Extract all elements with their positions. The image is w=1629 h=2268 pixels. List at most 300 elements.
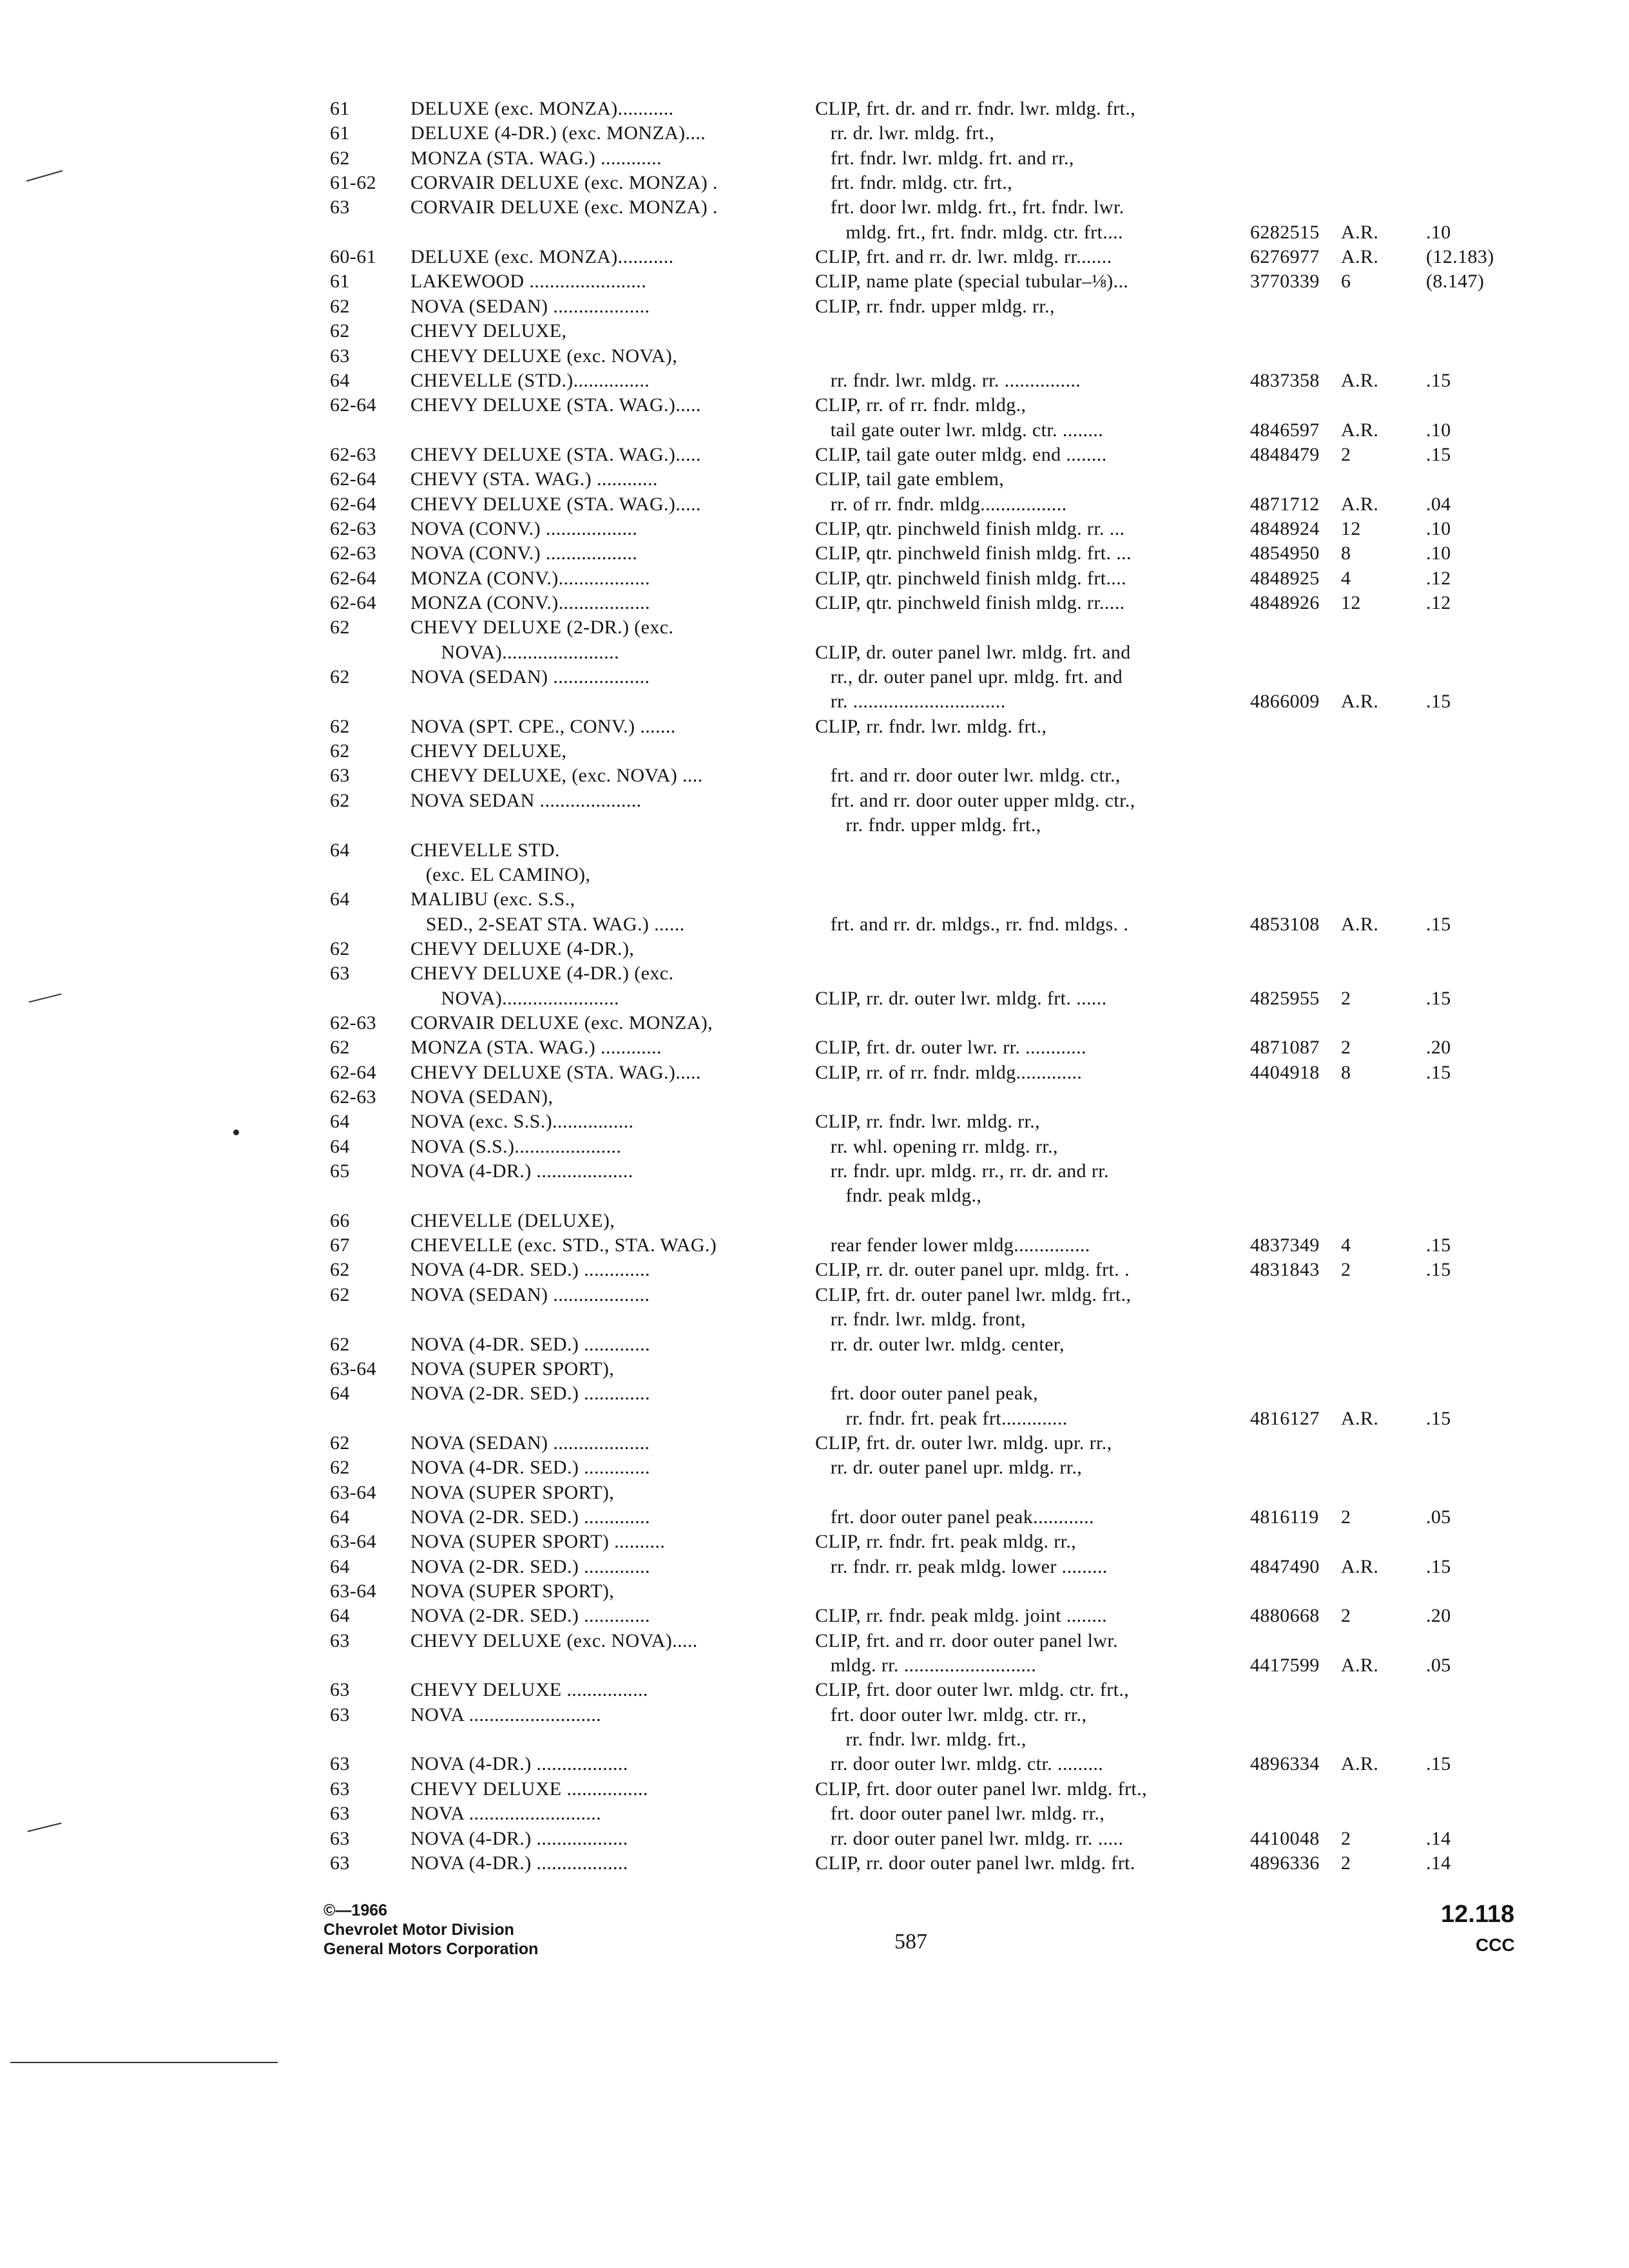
year-cell: 63 (330, 1852, 350, 1874)
model-cell: CORVAIR DELUXE (exc. MONZA) . (410, 172, 718, 193)
model-cell: NOVA (2-DR. SED.) ............. (410, 1506, 650, 1528)
description-cell: rr. fndr. lwr. mldg. rr. ............... (815, 370, 1081, 391)
part-number-cell: 6282515 (1250, 222, 1320, 243)
year-cell: 64 (330, 840, 350, 861)
parts-row (0, 1110, 1629, 1135)
description-cell: CLIP, tail gate emblem, (815, 468, 1005, 490)
quantity-cell: A.R. (1341, 1655, 1379, 1676)
year-cell: 63 (330, 1630, 350, 1651)
model-cell: CHEVY DELUXE, (410, 320, 567, 341)
quantity-cell: 2 (1341, 1605, 1351, 1626)
section-number: 12.118 (1441, 1901, 1515, 1928)
year-cell: 62-64 (330, 1062, 376, 1083)
year-cell: 63 (330, 1828, 350, 1849)
price-cell: .12 (1426, 568, 1451, 589)
description-cell: frt. fndr. lwr. mldg. frt. and rr., (815, 148, 1074, 169)
year-cell: 61 (330, 271, 350, 292)
parts-row (0, 1653, 1629, 1679)
price-cell: .10 (1426, 518, 1451, 539)
quantity-cell: A.R. (1341, 1556, 1379, 1577)
parts-row (0, 369, 1629, 394)
year-cell: 62 (330, 296, 350, 317)
description-cell: CLIP, rr. dr. outer lwr. mldg. frt. ...... (815, 988, 1107, 1009)
year-cell: 62 (330, 148, 350, 169)
year-cell: 62 (330, 320, 350, 341)
year-cell: 63 (330, 1803, 350, 1824)
description-cell: CLIP, frt. door outer lwr. mldg. ctr. frt., (815, 1679, 1130, 1700)
description-cell: fndr. peak mldg., (815, 1185, 982, 1206)
parts-row (0, 1431, 1629, 1457)
quantity-cell: 4 (1341, 568, 1351, 589)
parts-row (0, 813, 1629, 839)
price-cell: (8.147) (1426, 271, 1485, 292)
description-cell: CLIP, frt. and rr. door outer panel lwr. (815, 1630, 1119, 1651)
price-cell: .15 (1426, 1235, 1451, 1256)
model-cell: DELUXE (exc. MONZA)........... (410, 98, 674, 119)
description-cell: frt. and rr. door outer upper mldg. ctr., (815, 790, 1135, 811)
description-cell: rr. dr. lwr. mldg. frt., (815, 122, 995, 144)
year-cell: 62-63 (330, 444, 376, 465)
price-cell: .15 (1426, 1259, 1451, 1280)
parts-row (0, 566, 1629, 592)
quantity-cell: A.R. (1341, 222, 1379, 243)
description-cell: CLIP, frt. dr. outer lwr. rr. ............ (815, 1037, 1086, 1058)
parts-row (0, 418, 1629, 444)
year-cell: 62-63 (330, 543, 376, 564)
model-cell: CHEVY DELUXE (STA. WAG.)..... (410, 394, 701, 416)
description-cell: frt. door outer panel peak............ (815, 1506, 1094, 1528)
model-cell: NOVA)....................... (410, 988, 619, 1009)
model-cell: NOVA (SUPER SPORT) .......... (410, 1531, 666, 1552)
model-cell: NOVA (CONV.) .................. (410, 543, 638, 564)
quantity-cell: 2 (1341, 1852, 1351, 1874)
year-cell: 62 (330, 938, 350, 959)
price-cell: .04 (1426, 494, 1451, 515)
price-cell: .15 (1426, 444, 1451, 465)
parts-row (0, 1184, 1629, 1209)
parts-row (0, 492, 1629, 518)
model-cell: MALIBU (exc. S.S., (410, 889, 575, 910)
description-cell: CLIP, qtr. pinchweld finish mldg. frt.... (815, 568, 1127, 589)
parts-row (0, 1307, 1629, 1333)
quantity-cell: A.R. (1341, 370, 1379, 391)
part-number-cell: 4896336 (1250, 1852, 1320, 1874)
model-cell: CHEVY DELUXE (2-DR.) (exc. (410, 617, 674, 638)
description-cell: frt. and rr. door outer lwr. mldg. ctr., (815, 765, 1121, 786)
description-cell: CLIP, frt. and rr. dr. lwr. mldg. rr....... (815, 246, 1112, 267)
model-cell: NOVA (SUPER SPORT), (410, 1581, 615, 1602)
model-cell: NOVA (4-DR.) .................. (410, 1753, 628, 1774)
year-cell: 62-64 (330, 394, 376, 416)
year-cell: 66 (330, 1210, 350, 1231)
description-cell: CLIP, qtr. pinchweld finish mldg. rr..... (815, 592, 1125, 613)
model-cell: CHEVY DELUXE (4-DR.), (410, 938, 635, 959)
publisher-footer (323, 1901, 538, 1959)
quantity-cell: 8 (1341, 1062, 1351, 1083)
model-cell: DELUXE (4-DR.) (exc. MONZA).... (410, 122, 706, 144)
model-cell: NOVA (2-DR. SED.) ............. (410, 1605, 650, 1626)
description-cell: CLIP, rr. fndr. lwr. mldg. rr., (815, 1111, 1041, 1132)
model-cell: NOVA (SEDAN), (410, 1086, 554, 1108)
description-cell: rr. dr. outer lwr. mldg. center, (815, 1334, 1065, 1355)
part-number-cell: 4825955 (1250, 988, 1320, 1009)
part-number-cell: 4846597 (1250, 419, 1320, 441)
part-number-cell: 4853108 (1250, 914, 1320, 935)
quantity-cell: 2 (1341, 1037, 1351, 1058)
year-cell: 62 (330, 790, 350, 811)
year-cell: 61-62 (330, 172, 376, 193)
parts-row (0, 146, 1629, 172)
year-cell: 62 (330, 740, 350, 762)
description-cell: frt. door outer panel peak, (815, 1383, 1039, 1404)
quantity-cell: 12 (1341, 518, 1361, 539)
description-cell: CLIP, rr. door outer panel lwr. mldg. frt. (815, 1852, 1135, 1874)
year-cell: 65 (330, 1160, 350, 1182)
quantity-cell: 2 (1341, 988, 1351, 1009)
division-line: Chevrolet Motor Division (323, 1921, 514, 1939)
year-cell: 62-63 (330, 1086, 376, 1108)
parts-row (0, 1357, 1629, 1383)
description-cell: rr. fndr. frt. peak frt............. (815, 1408, 1068, 1429)
parts-row (0, 97, 1629, 122)
description-cell: CLIP, rr. of rr. fndr. mldg............. (815, 1062, 1083, 1083)
model-cell: NOVA (SUPER SPORT), (410, 1482, 615, 1503)
description-cell: mldg. frt., frt. fndr. mldg. ctr. frt.... (815, 222, 1123, 243)
model-cell: CHEVY DELUXE, (410, 740, 567, 762)
parts-row (0, 1283, 1629, 1309)
description-cell: rr., dr. outer panel upr. mldg. frt. and (815, 666, 1123, 687)
price-cell: .15 (1426, 691, 1451, 712)
parts-row (0, 1777, 1629, 1803)
model-cell: CHEVY DELUXE (exc. NOVA), (410, 345, 678, 367)
year-cell: 62-63 (330, 1012, 376, 1033)
year-cell: 64 (330, 1506, 350, 1528)
model-cell: MONZA (STA. WAG.) ............ (410, 1037, 662, 1058)
year-cell: 63 (330, 1753, 350, 1774)
price-cell: .20 (1426, 1605, 1451, 1626)
price-cell: .15 (1426, 1753, 1451, 1774)
parts-row (0, 1827, 1629, 1852)
model-cell: CHEVY DELUXE (4-DR.) (exc. (410, 963, 674, 984)
quantity-cell: 6 (1341, 271, 1351, 292)
part-number-cell: 4880668 (1250, 1605, 1320, 1626)
parts-row (0, 1579, 1629, 1605)
description-cell: rr. of rr. fndr. mldg................. (815, 494, 1067, 515)
model-cell: CHEVELLE (STD.)............... (410, 370, 650, 391)
price-cell: .10 (1426, 419, 1451, 441)
parts-row (0, 171, 1629, 197)
parts-row (0, 1159, 1629, 1185)
parts-row (0, 1209, 1629, 1235)
year-cell: 64 (330, 1111, 350, 1132)
year-cell: 63 (330, 1679, 350, 1700)
model-cell: NOVA (4-DR. SED.) ............. (410, 1259, 650, 1280)
description-cell: CLIP, qtr. pinchweld finish mldg. frt. ... (815, 543, 1132, 564)
parts-row (0, 1407, 1629, 1432)
model-cell: CHEVY DELUXE (exc. NOVA)..... (410, 1630, 698, 1651)
parts-row (0, 195, 1629, 221)
year-cell: 63-64 (330, 1358, 376, 1379)
year-cell: 64 (330, 1383, 350, 1404)
year-cell: 62 (330, 716, 350, 737)
model-cell: NOVA (SEDAN) ................... (410, 666, 650, 687)
year-cell: 61 (330, 98, 350, 119)
model-cell: SED., 2-SEAT STA. WAG.) ...... (410, 914, 685, 935)
parts-row (0, 1381, 1629, 1407)
description-cell: frt. door lwr. mldg. frt., frt. fndr. lwr. (815, 197, 1124, 218)
parts-row (0, 689, 1629, 715)
parts-row (0, 912, 1629, 938)
parts-row (0, 863, 1629, 889)
price-cell: .12 (1426, 592, 1451, 613)
parts-row (0, 1604, 1629, 1629)
description-cell: CLIP, rr. fndr. peak mldg. joint ........ (815, 1605, 1108, 1626)
description-cell: frt. door outer panel lwr. mldg. rr., (815, 1803, 1105, 1824)
parts-row (0, 393, 1629, 419)
part-number-cell: 4837358 (1250, 370, 1320, 391)
year-cell: 63 (330, 345, 350, 367)
quantity-cell: A.R. (1341, 246, 1379, 267)
year-cell: 64 (330, 889, 350, 910)
quantity-cell: A.R. (1341, 914, 1379, 935)
description-cell: CLIP, dr. outer panel lwr. mldg. frt. and (815, 642, 1131, 663)
part-number-cell: 4866009 (1250, 691, 1320, 712)
year-cell: 64 (330, 1136, 350, 1157)
parts-row (0, 1061, 1629, 1086)
part-number-cell: 4871712 (1250, 494, 1320, 515)
parts-row (0, 1752, 1629, 1778)
quantity-cell: A.R. (1341, 1408, 1379, 1429)
description-cell: frt. door outer lwr. mldg. ctr. rr., (815, 1704, 1087, 1725)
model-cell: CORVAIR DELUXE (exc. MONZA) . (410, 197, 718, 218)
year-cell: 62-64 (330, 468, 376, 490)
year-cell: 62 (330, 1432, 350, 1454)
year-cell: 62 (330, 617, 350, 638)
model-cell: CHEVY DELUXE ................ (410, 1679, 648, 1700)
part-number-cell: 4896334 (1250, 1753, 1320, 1774)
description-cell: CLIP, rr. dr. outer panel upr. mldg. frt. . (815, 1259, 1130, 1280)
parts-row (0, 1481, 1629, 1506)
model-cell: CHEVY (STA. WAG.) ............ (410, 468, 658, 490)
description-cell: CLIP, frt. dr. outer panel lwr. mldg. frt., (815, 1284, 1132, 1305)
description-cell: rear fender lower mldg............... (815, 1235, 1090, 1256)
model-cell: CHEVY DELUXE (STA. WAG.)..... (410, 494, 701, 515)
quantity-cell: 8 (1341, 543, 1351, 564)
parts-row (0, 443, 1629, 468)
year-cell: 62-64 (330, 494, 376, 515)
description-cell: CLIP, rr. fndr. lwr. mldg. frt., (815, 716, 1047, 737)
part-number-cell: 4847490 (1250, 1556, 1320, 1577)
year-cell: 62 (330, 666, 350, 687)
parts-row (0, 319, 1629, 345)
quantity-cell: A.R. (1341, 419, 1379, 441)
parts-row (0, 937, 1629, 963)
part-number-cell: 3770339 (1250, 271, 1320, 292)
parts-row (0, 294, 1629, 320)
year-cell: 61 (330, 122, 350, 144)
description-cell: CLIP, name plate (special tubular–⅛)... (815, 271, 1129, 292)
model-cell: NOVA (SEDAN) ................... (410, 296, 650, 317)
year-cell: 62 (330, 1037, 350, 1058)
price-cell: .14 (1426, 1828, 1451, 1849)
description-cell: rr. door outer panel lwr. mldg. rr. ..... (815, 1828, 1124, 1849)
year-cell: 64 (330, 1556, 350, 1577)
price-cell: .15 (1426, 1062, 1451, 1083)
model-cell: LAKEWOOD ....................... (410, 271, 647, 292)
year-cell: 64 (330, 370, 350, 391)
model-cell: (exc. EL CAMINO), (410, 864, 591, 885)
quantity-cell: 4 (1341, 1235, 1351, 1256)
description-cell: frt. fndr. mldg. ctr. frt., (815, 172, 1013, 193)
part-number-cell: 4848924 (1250, 518, 1320, 539)
description-cell: rr. whl. opening rr. mldg. rr., (815, 1136, 1058, 1157)
price-cell: .05 (1426, 1506, 1451, 1528)
year-cell: 62 (330, 1259, 350, 1280)
price-cell: (12.183) (1426, 246, 1494, 267)
parts-row (0, 640, 1629, 666)
description-cell: rr. fndr. lwr. mldg. frt., (815, 1729, 1027, 1750)
parts-row (0, 269, 1629, 295)
part-number-cell: 4848926 (1250, 592, 1320, 613)
model-cell: NOVA (4-DR.) ................... (410, 1160, 633, 1182)
part-number-cell: 4410048 (1250, 1828, 1320, 1849)
parts-row (0, 344, 1629, 370)
description-cell: rr. fndr. upr. mldg. rr., rr. dr. and rr. (815, 1160, 1109, 1182)
part-number-cell: 4831843 (1250, 1259, 1320, 1280)
price-cell: .20 (1426, 1037, 1451, 1058)
parts-row (0, 1851, 1629, 1877)
model-cell: NOVA (4-DR.) .................. (410, 1828, 628, 1849)
parts-row (0, 1555, 1629, 1581)
model-cell: NOVA (2-DR. SED.) ............. (410, 1383, 650, 1404)
description-cell: rr. .............................. (815, 691, 1006, 712)
model-cell: CHEVY DELUXE (STA. WAG.)..... (410, 1062, 701, 1083)
parts-row (0, 715, 1629, 740)
model-cell: NOVA (S.S.)..................... (410, 1136, 622, 1157)
parts-row (0, 764, 1629, 789)
model-cell: NOVA (4-DR. SED.) ............. (410, 1457, 650, 1478)
description-cell: CLIP, frt. dr. and rr. fndr. lwr. mldg. frt., (815, 98, 1136, 119)
year-cell: 63 (330, 1704, 350, 1725)
model-cell: NOVA (2-DR. SED.) ............. (410, 1556, 650, 1577)
parts-row (0, 591, 1629, 617)
model-cell: NOVA (SUPER SPORT), (410, 1358, 615, 1379)
model-cell: NOVA (SEDAN) ................... (410, 1284, 650, 1305)
quantity-cell: 2 (1341, 1259, 1351, 1280)
description-cell: CLIP, qtr. pinchweld finish mldg. rr. ... (815, 518, 1125, 539)
model-cell: CHEVELLE (exc. STD., STA. WAG.) (410, 1235, 717, 1256)
description-cell: CLIP, frt. dr. outer lwr. mldg. upr. rr., (815, 1432, 1112, 1454)
parts-row (0, 1802, 1629, 1827)
parts-row (0, 887, 1629, 913)
parts-row (0, 1456, 1629, 1481)
year-cell: 63 (330, 765, 350, 786)
price-cell: .15 (1426, 914, 1451, 935)
part-number-cell: 4848479 (1250, 444, 1320, 465)
parts-row (0, 789, 1629, 814)
year-cell: 67 (330, 1235, 350, 1256)
parts-row (0, 1703, 1629, 1729)
parts-row (0, 1678, 1629, 1704)
parts-row (0, 986, 1629, 1012)
parts-row (0, 1035, 1629, 1061)
quantity-cell: A.R. (1341, 691, 1379, 712)
part-number-cell: 4816119 (1250, 1506, 1319, 1528)
parts-row (0, 1530, 1629, 1555)
model-cell: NOVA (SEDAN) ................... (410, 1432, 650, 1454)
part-number-cell: 4417599 (1250, 1655, 1320, 1676)
quantity-cell: A.R. (1341, 494, 1379, 515)
quantity-cell: 2 (1341, 1506, 1351, 1528)
quantity-cell: 2 (1341, 1828, 1351, 1849)
model-cell: NOVA (exc. S.S.)................ (410, 1111, 634, 1132)
description-cell: CLIP, rr. fndr. frt. peak mldg. rr., (815, 1531, 1077, 1552)
part-number-cell: 4854950 (1250, 543, 1320, 564)
copyright-line: ©—1966 (323, 1901, 388, 1919)
price-cell: .15 (1426, 1408, 1451, 1429)
parts-row (0, 739, 1629, 765)
parts-row (0, 245, 1629, 271)
parts-row (0, 1629, 1629, 1655)
parts-row (0, 1011, 1629, 1037)
model-cell: NOVA)....................... (410, 642, 619, 663)
year-cell: 63-64 (330, 1482, 376, 1503)
parts-row (0, 1727, 1629, 1753)
model-cell: CORVAIR DELUXE (exc. MONZA), (410, 1012, 713, 1033)
parts-row (0, 1135, 1629, 1160)
year-cell: 63 (330, 1778, 350, 1800)
price-cell: .10 (1426, 543, 1451, 564)
parts-row (0, 1505, 1629, 1531)
description-cell: frt. and rr. dr. mldgs., rr. fnd. mldgs. . (815, 914, 1129, 935)
model-cell: CHEVY DELUXE (STA. WAG.)..... (410, 444, 701, 465)
model-cell: NOVA (4-DR.) .................. (410, 1852, 628, 1874)
year-cell: 63-64 (330, 1581, 376, 1602)
year-cell: 60-61 (330, 246, 376, 267)
parts-row (0, 615, 1629, 641)
model-cell: CHEVELLE STD. (410, 840, 560, 861)
part-number-cell: 4404918 (1250, 1062, 1320, 1083)
scan-dot (233, 1129, 239, 1135)
year-cell: 62 (330, 1457, 350, 1478)
model-cell: CHEVELLE (DELUXE), (410, 1210, 615, 1231)
description-cell: CLIP, rr. fndr. upper mldg. rr., (815, 296, 1055, 317)
parts-row (0, 467, 1629, 493)
description-cell: rr. fndr. upper mldg. frt., (815, 814, 1041, 836)
price-cell: .15 (1426, 988, 1451, 1009)
parts-row (0, 1085, 1629, 1111)
part-number-cell: 6276977 (1250, 246, 1320, 267)
model-cell: NOVA .......................... (410, 1704, 602, 1725)
model-cell: NOVA SEDAN .................... (410, 790, 642, 811)
part-number-cell: 4848925 (1250, 568, 1320, 589)
model-cell: CHEVY DELUXE ................ (410, 1778, 648, 1800)
year-cell: 64 (330, 1605, 350, 1626)
quantity-cell: 12 (1341, 592, 1361, 613)
model-cell: NOVA .......................... (410, 1803, 602, 1824)
parts-row (0, 220, 1629, 246)
price-cell: .05 (1426, 1655, 1451, 1676)
description-cell: mldg. rr. .......................... (815, 1655, 1037, 1676)
quantity-cell: 2 (1341, 444, 1351, 465)
model-cell: NOVA (CONV.) .................. (410, 518, 638, 539)
parts-row (0, 1258, 1629, 1283)
price-cell: .15 (1426, 1556, 1451, 1577)
parts-row (0, 665, 1629, 691)
part-number-cell: 4837349 (1250, 1235, 1320, 1256)
year-cell: 62-64 (330, 592, 376, 613)
price-cell: .15 (1426, 370, 1451, 391)
